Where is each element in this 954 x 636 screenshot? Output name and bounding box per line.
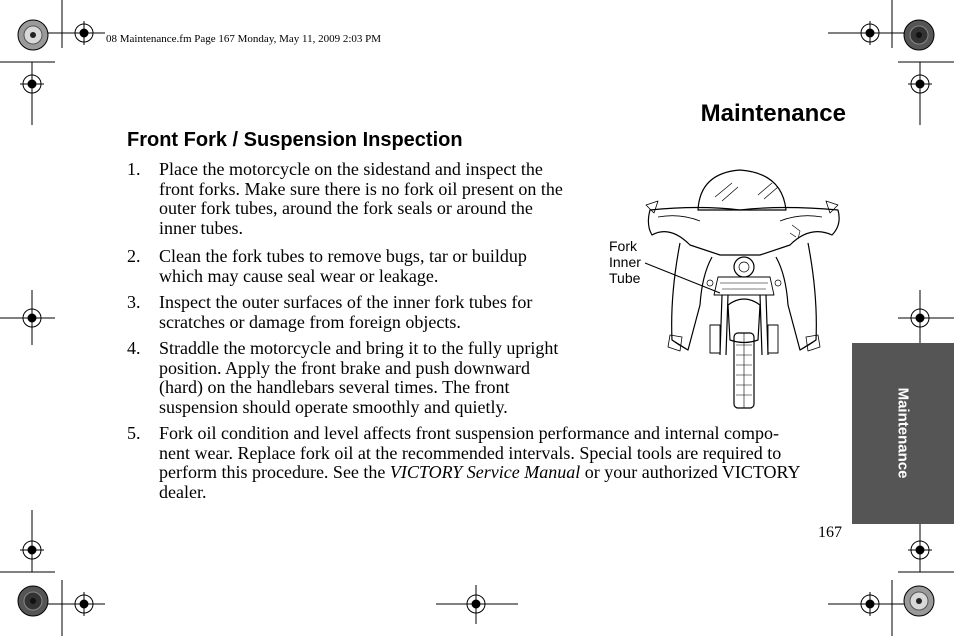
step-text-line: Inspect the outer surfaces of the inner fork tubes for — [159, 292, 533, 312]
step-number: 4. — [127, 338, 141, 358]
section-title: Front Fork / Suspension Inspection — [127, 129, 463, 151]
chapter-title: Maintenance — [700, 100, 846, 127]
step-text-line: Fork oil condition and level affects front suspension performance and internal compo- — [159, 423, 779, 443]
manual-title: VICTORY Service Manual — [389, 462, 581, 482]
step-text-line: (hard) on the handlebars several times. The front — [159, 377, 510, 397]
starburst-mark-bottom-right — [904, 586, 934, 616]
fork-inner-tube-callout — [609, 238, 641, 286]
step-text-line: scratches or damage from foreign objects. — [159, 311, 461, 332]
callout-line: Inner — [609, 254, 641, 270]
file-header-note: 08 Maintenance.fm Page 167 Monday, May 11, 2009 2:03 PM — [106, 33, 382, 45]
step-text-line: Straddle the motorcycle and bring it to the fully upright — [159, 338, 559, 358]
starburst-mark-top-left — [18, 20, 48, 50]
step-text-line: position. Apply the front brake and push downward — [159, 357, 530, 378]
callout-line: Tube — [609, 270, 641, 286]
step-text-line: outer fork tubes, around the fork seals or around the — [159, 198, 533, 218]
step-text-segment: perform this procedure. See the — [159, 462, 390, 482]
step-text-line: front forks. Make sure there is no fork oil present on the — [159, 178, 563, 199]
step-text-line: dealer. — [159, 481, 207, 502]
step-text-segment: or your authorized VICTORY — [580, 462, 801, 482]
step-text-line — [159, 463, 801, 483]
callout-leader-line — [640, 255, 730, 300]
step-text-line: Place the motorcycle on the sidestand and inspect the — [159, 159, 543, 179]
starburst-mark-top-right — [904, 20, 934, 50]
starburst-mark-bottom-left — [18, 586, 48, 616]
step-number: 1. — [127, 159, 141, 179]
side-tab-label: Maintenance — [894, 387, 912, 479]
step-text-line: which may cause seal wear or leakage. — [159, 265, 439, 286]
step-text-line: Clean the fork tubes to remove bugs, tar or buildup — [159, 246, 527, 266]
step-text-line: nent wear. Replace fork oil at the recommended intervals. Special tools are required to — [159, 442, 782, 463]
step-number: 2. — [127, 246, 141, 266]
callout-line: Fork — [609, 238, 637, 254]
step-number: 5. — [127, 423, 141, 443]
step-text-line: inner tubes. — [159, 217, 243, 238]
page-number: 167 — [818, 524, 842, 541]
step-number: 3. — [127, 292, 141, 312]
chapter-side-tab — [852, 343, 954, 524]
step-text-line: suspension should operate smoothly and quietly. — [159, 396, 508, 417]
